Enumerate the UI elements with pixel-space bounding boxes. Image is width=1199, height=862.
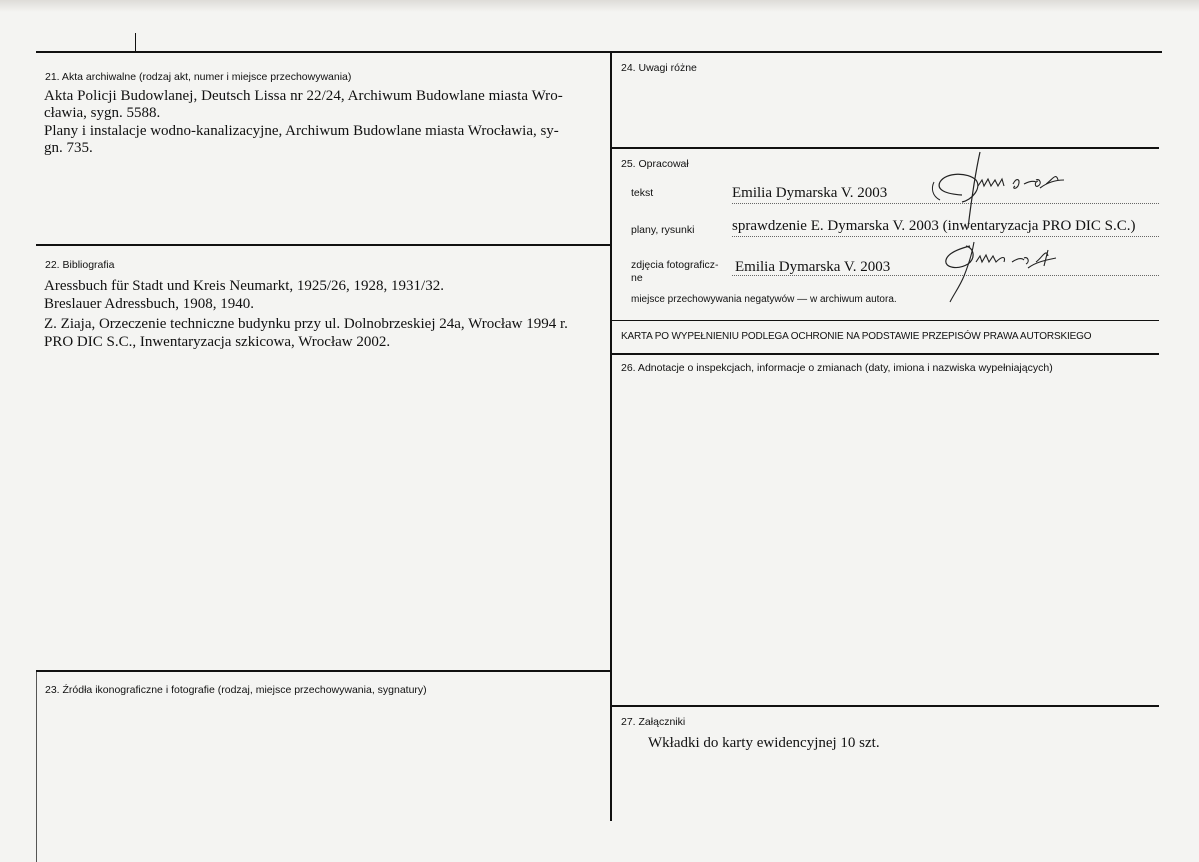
signature-tekst bbox=[928, 150, 1068, 240]
rule-24-25 bbox=[611, 147, 1159, 149]
section-22-title: 22. Bibliografia bbox=[45, 259, 115, 271]
rule-21-22 bbox=[36, 244, 611, 246]
rule-26-27 bbox=[611, 705, 1159, 707]
section-27-title: 27. Załączniki bbox=[621, 716, 686, 728]
section-21-line-4: gn. 735. bbox=[44, 140, 93, 156]
section-22-line-2: Breslauer Adressbuch, 1908, 1940. bbox=[44, 296, 254, 312]
plany-value: sprawdzenie E. Dymarska V. 2003 (inwentaryzacja PRO DIC S.C.) bbox=[732, 218, 1136, 234]
plany-label: plany, rysunki bbox=[631, 224, 695, 236]
zdjecia-label-line-2: ne bbox=[631, 272, 643, 284]
miejsce-negatywow: miejsce przechowywania negatywów — w archiwum autora. bbox=[631, 294, 897, 305]
left-margin-edge bbox=[36, 672, 37, 862]
top-rule bbox=[36, 51, 1162, 53]
section-24-title: 24. Uwagi różne bbox=[621, 62, 697, 74]
section-25-title: 25. Opracował bbox=[621, 158, 689, 170]
section-21-line-1: Akta Policji Budowlanej, Deutsch Lissa nr 22/24, Archiwum Budowlane miasta Wro- bbox=[44, 88, 563, 104]
copyright-notice: KARTA PO WYPEŁNIENIU PODLEGA OCHRONIE NA PODSTAWIE PRZEPISÓW PRAWA AUTORSKIEGO bbox=[621, 331, 1092, 342]
section-22-line-1: Aressbuch für Stadt und Kreis Neumarkt, 1925/26, 1928, 1931/32. bbox=[44, 278, 444, 294]
tekst-label: tekst bbox=[631, 187, 654, 199]
section-23-title: 23. Źródła ikonograficzne i fotografie (rodzaj, miejsce przechowywania, sygnatury) bbox=[45, 684, 427, 696]
tekst-value: Emilia Dymarska V. 2003 bbox=[732, 185, 888, 201]
zdjecia-label-line-1: zdjęcia fotograficz- bbox=[631, 259, 719, 271]
rule-22-23 bbox=[36, 670, 611, 672]
section-26-title: 26. Adnotacje o inspekcjach, informacje o zmianach (daty, imiona i nazwiska wypełniających) bbox=[621, 362, 1053, 374]
signature-zdjecia bbox=[940, 240, 1070, 310]
rule-notice-top bbox=[611, 320, 1159, 321]
section-21-line-2: cławia, sygn. 5588. bbox=[44, 105, 161, 121]
scan-tick-mark bbox=[135, 33, 136, 51]
section-22-line-4: PRO DIC S.C., Inwentaryzacja szkicowa, Wrocław 2002. bbox=[44, 334, 391, 350]
section-21-line-3: Plany i instalacje wodno-kanalizacyjne, Archiwum Budowlane miasta Wrocławia, sy- bbox=[44, 123, 559, 139]
zdjecia-value: Emilia Dymarska V. 2003 bbox=[735, 259, 891, 275]
section-27-value: Wkładki do karty ewidencyjnej 10 szt. bbox=[648, 735, 880, 751]
section-21-title: 21. Akta archiwalne (rodzaj akt, numer i miejsce przechowywania) bbox=[45, 71, 352, 83]
rule-25-26 bbox=[611, 353, 1159, 355]
section-22-line-3: Z. Ziaja, Orzeczenie techniczne budynku przy ul. Dolnobrzeskiej 24a, Wrocław 1994 r. bbox=[44, 316, 568, 332]
scan-top-edge bbox=[0, 0, 1199, 12]
